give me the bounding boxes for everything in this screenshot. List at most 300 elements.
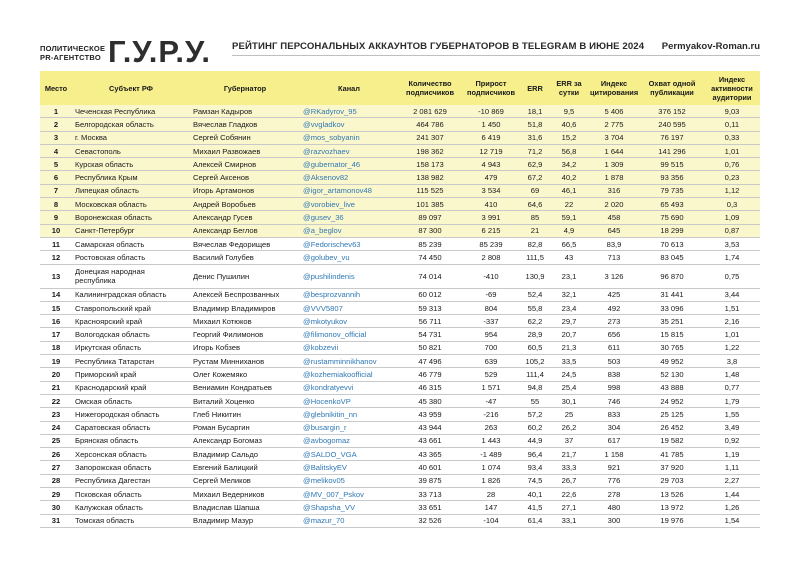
cell-reach: 33 096 bbox=[640, 301, 704, 314]
table-row bbox=[40, 501, 760, 514]
table-row bbox=[40, 514, 760, 527]
cell-err-day: 26,2 bbox=[550, 421, 588, 434]
table-row bbox=[40, 131, 760, 144]
cell-subs: 464 786 bbox=[398, 118, 462, 131]
table-row bbox=[40, 341, 760, 354]
cell-citation: 617 bbox=[588, 434, 640, 447]
cell-err-day: 40,2 bbox=[550, 171, 588, 184]
cell-citation: 492 bbox=[588, 301, 640, 314]
cell-subs: 101 385 bbox=[398, 198, 462, 211]
cell-citation: 838 bbox=[588, 368, 640, 381]
cell-channel[interactable]: @glebnikitin_nn bbox=[300, 408, 398, 421]
table-row bbox=[40, 368, 760, 381]
cell-channel[interactable]: @Fedorischev63 bbox=[300, 237, 398, 250]
cell-region: Донецкая народная республика bbox=[72, 264, 190, 288]
cell-channel[interactable]: @a_beglov bbox=[300, 224, 398, 237]
col-err: ERR bbox=[520, 71, 550, 105]
rating-table bbox=[40, 71, 760, 528]
cell-place: 11 bbox=[40, 237, 72, 250]
cell-activity: 0,87 bbox=[704, 224, 760, 237]
cell-citation: 713 bbox=[588, 251, 640, 264]
cell-growth: 6 215 bbox=[462, 224, 520, 237]
cell-activity: 1,48 bbox=[704, 368, 760, 381]
cell-citation: 645 bbox=[588, 224, 640, 237]
cell-err-day: 30,1 bbox=[550, 394, 588, 407]
cell-growth: 1 571 bbox=[462, 381, 520, 394]
cell-activity: 0,33 bbox=[704, 131, 760, 144]
cell-err-day: 23,1 bbox=[550, 264, 588, 288]
col-citation: Индекс цитирования bbox=[588, 71, 640, 105]
cell-reach: 26 452 bbox=[640, 421, 704, 434]
cell-citation: 1 158 bbox=[588, 448, 640, 461]
cell-governor: Сергей Меликов bbox=[190, 474, 300, 487]
cell-growth: 6 419 bbox=[462, 131, 520, 144]
cell-place: 12 bbox=[40, 251, 72, 264]
cell-err: 94,8 bbox=[520, 381, 550, 394]
cell-growth: 85 239 bbox=[462, 237, 520, 250]
cell-activity: 1,01 bbox=[704, 328, 760, 341]
cell-place: 15 bbox=[40, 301, 72, 314]
cell-region: Липецкая область bbox=[72, 184, 190, 197]
cell-channel[interactable]: @mkotyukov bbox=[300, 315, 398, 328]
cell-place: 3 bbox=[40, 131, 72, 144]
cell-err-day: 33,3 bbox=[550, 461, 588, 474]
cell-governor: Глеб Никитин bbox=[190, 408, 300, 421]
cell-subs: 74 450 bbox=[398, 251, 462, 264]
cell-subs: 60 012 bbox=[398, 288, 462, 301]
cell-growth: -216 bbox=[462, 408, 520, 421]
cell-place: 28 bbox=[40, 474, 72, 487]
cell-citation: 833 bbox=[588, 408, 640, 421]
cell-citation: 273 bbox=[588, 315, 640, 328]
cell-channel[interactable]: @avbogomaz bbox=[300, 434, 398, 447]
cell-channel[interactable]: @rustamminnikhanov bbox=[300, 355, 398, 368]
cell-region: Краснодарский край bbox=[72, 381, 190, 394]
cell-growth: 639 bbox=[462, 355, 520, 368]
cell-governor: Алексей Смирнов bbox=[190, 158, 300, 171]
cell-err: 67,2 bbox=[520, 171, 550, 184]
cell-place: 19 bbox=[40, 355, 72, 368]
cell-region: Красноярский край bbox=[72, 315, 190, 328]
cell-growth: -47 bbox=[462, 394, 520, 407]
cell-place: 17 bbox=[40, 328, 72, 341]
cell-place: 29 bbox=[40, 488, 72, 501]
cell-err-day: 66,5 bbox=[550, 237, 588, 250]
cell-err-day: 21,7 bbox=[550, 448, 588, 461]
cell-reach: 30 765 bbox=[640, 341, 704, 354]
cell-place: 13 bbox=[40, 264, 72, 288]
cell-err-day: 15,2 bbox=[550, 131, 588, 144]
cell-region: Ростовская область bbox=[72, 251, 190, 264]
cell-citation: 3 704 bbox=[588, 131, 640, 144]
cell-err: 74,5 bbox=[520, 474, 550, 487]
cell-err: 85 bbox=[520, 211, 550, 224]
cell-growth: 410 bbox=[462, 198, 520, 211]
cell-activity: 0,23 bbox=[704, 171, 760, 184]
cell-activity: 1,09 bbox=[704, 211, 760, 224]
cell-governor: Сергей Аксенов bbox=[190, 171, 300, 184]
cell-growth: -1 489 bbox=[462, 448, 520, 461]
cell-growth: 700 bbox=[462, 341, 520, 354]
cell-citation: 304 bbox=[588, 421, 640, 434]
cell-err-day: 21,3 bbox=[550, 341, 588, 354]
cell-reach: 41 785 bbox=[640, 448, 704, 461]
cell-subs: 32 526 bbox=[398, 514, 462, 527]
cell-subs: 47 496 bbox=[398, 355, 462, 368]
cell-subs: 138 982 bbox=[398, 171, 462, 184]
cell-citation: 2 020 bbox=[588, 198, 640, 211]
cell-region: Чеченская Республика bbox=[72, 105, 190, 118]
cell-channel[interactable]: @kozhemiakoofficial bbox=[300, 368, 398, 381]
cell-subs: 39 875 bbox=[398, 474, 462, 487]
header-divider bbox=[232, 55, 760, 56]
cell-subs: 54 731 bbox=[398, 328, 462, 341]
cell-growth: 3 534 bbox=[462, 184, 520, 197]
cell-subs: 43 959 bbox=[398, 408, 462, 421]
cell-region: Калужская область bbox=[72, 501, 190, 514]
guru-logo: Г.У.Р.У. bbox=[108, 34, 211, 69]
cell-region: Вологодская область bbox=[72, 328, 190, 341]
table-row bbox=[40, 288, 760, 301]
cell-governor: Алексей Беспрозванных bbox=[190, 288, 300, 301]
cell-err: 51,8 bbox=[520, 118, 550, 131]
cell-reach: 141 296 bbox=[640, 144, 704, 157]
cell-citation: 611 bbox=[588, 341, 640, 354]
cell-channel[interactable]: @RKadyrov_95 bbox=[300, 105, 398, 118]
cell-growth: -69 bbox=[462, 288, 520, 301]
cell-err: 40,1 bbox=[520, 488, 550, 501]
cell-region: Воронежская область bbox=[72, 211, 190, 224]
cell-region: Курская область bbox=[72, 158, 190, 171]
cell-channel[interactable]: @gusev_36 bbox=[300, 211, 398, 224]
cell-err: 21 bbox=[520, 224, 550, 237]
cell-err-day: 25,4 bbox=[550, 381, 588, 394]
cell-reach: 15 815 bbox=[640, 328, 704, 341]
cell-activity: 1,74 bbox=[704, 251, 760, 264]
agency-label bbox=[40, 44, 105, 62]
cell-reach: 13 972 bbox=[640, 501, 704, 514]
col-growth: Прирост подписчиков bbox=[462, 71, 520, 105]
cell-place: 23 bbox=[40, 408, 72, 421]
cell-channel[interactable]: @filimonov_official bbox=[300, 328, 398, 341]
cell-citation: 998 bbox=[588, 381, 640, 394]
table-row bbox=[40, 211, 760, 224]
cell-activity: 1,22 bbox=[704, 341, 760, 354]
cell-governor: Игорь Артамонов bbox=[190, 184, 300, 197]
cell-citation: 746 bbox=[588, 394, 640, 407]
cell-channel[interactable]: @melikov05 bbox=[300, 474, 398, 487]
cell-activity: 1,11 bbox=[704, 461, 760, 474]
table-row bbox=[40, 251, 760, 264]
cell-governor: Денис Пушилин bbox=[190, 264, 300, 288]
cell-place: 4 bbox=[40, 144, 72, 157]
cell-channel[interactable]: @HocenkoVP bbox=[300, 394, 398, 407]
cell-err: 96,4 bbox=[520, 448, 550, 461]
col-region: Субъект РФ bbox=[72, 71, 190, 105]
cell-err: 18,1 bbox=[520, 105, 550, 118]
cell-channel[interactable]: @SALDO_VGA bbox=[300, 448, 398, 461]
cell-channel[interactable]: @mazur_70 bbox=[300, 514, 398, 527]
cell-reach: 75 690 bbox=[640, 211, 704, 224]
cell-place: 26 bbox=[40, 448, 72, 461]
cell-subs: 158 173 bbox=[398, 158, 462, 171]
cell-region: Республика Дагестан bbox=[72, 474, 190, 487]
table-body bbox=[40, 105, 760, 527]
cell-reach: 76 197 bbox=[640, 131, 704, 144]
cell-place: 9 bbox=[40, 211, 72, 224]
cell-governor: Андрей Воробьев bbox=[190, 198, 300, 211]
cell-err: 71,2 bbox=[520, 144, 550, 157]
cell-err: 57,2 bbox=[520, 408, 550, 421]
cell-subs: 85 239 bbox=[398, 237, 462, 250]
cell-growth: 479 bbox=[462, 171, 520, 184]
cell-subs: 46 315 bbox=[398, 381, 462, 394]
cell-governor: Рустам Минниханов bbox=[190, 355, 300, 368]
cell-reach: 43 888 bbox=[640, 381, 704, 394]
cell-governor: Олег Кожемяко bbox=[190, 368, 300, 381]
col-governor: Губернатор bbox=[190, 71, 300, 105]
cell-citation: 5 406 bbox=[588, 105, 640, 118]
cell-err-day: 20,7 bbox=[550, 328, 588, 341]
cell-governor: Владимир Сальдо bbox=[190, 448, 300, 461]
cell-channel[interactable]: @razvozhaev bbox=[300, 144, 398, 157]
cell-activity: 0,3 bbox=[704, 198, 760, 211]
cell-place: 10 bbox=[40, 224, 72, 237]
cell-channel[interactable]: @Shapsha_VV bbox=[300, 501, 398, 514]
cell-subs: 74 014 bbox=[398, 264, 462, 288]
table-row bbox=[40, 224, 760, 237]
cell-reach: 70 613 bbox=[640, 237, 704, 250]
cell-err-day: 34,2 bbox=[550, 158, 588, 171]
table-row bbox=[40, 328, 760, 341]
cell-place: 6 bbox=[40, 171, 72, 184]
cell-region: Иркутская область bbox=[72, 341, 190, 354]
cell-err: 105,2 bbox=[520, 355, 550, 368]
cell-activity: 3,49 bbox=[704, 421, 760, 434]
cell-subs: 43 661 bbox=[398, 434, 462, 447]
cell-subs: 59 313 bbox=[398, 301, 462, 314]
cell-citation: 503 bbox=[588, 355, 640, 368]
table-row bbox=[40, 448, 760, 461]
cell-region: Ставропольский край bbox=[72, 301, 190, 314]
cell-reach: 96 870 bbox=[640, 264, 704, 288]
table-row bbox=[40, 264, 760, 288]
cell-citation: 3 126 bbox=[588, 264, 640, 288]
cell-channel[interactable]: @mos_sobyanin bbox=[300, 131, 398, 144]
table-header-row bbox=[40, 71, 760, 105]
cell-channel[interactable]: @Aksenov82 bbox=[300, 171, 398, 184]
table-row bbox=[40, 474, 760, 487]
cell-growth: 529 bbox=[462, 368, 520, 381]
cell-citation: 2 775 bbox=[588, 118, 640, 131]
cell-growth: 28 bbox=[462, 488, 520, 501]
cell-channel[interactable]: @BalitskyEV bbox=[300, 461, 398, 474]
cell-citation: 458 bbox=[588, 211, 640, 224]
cell-growth: 147 bbox=[462, 501, 520, 514]
cell-citation: 1 309 bbox=[588, 158, 640, 171]
cell-growth: 1 074 bbox=[462, 461, 520, 474]
cell-err: 41,5 bbox=[520, 501, 550, 514]
cell-activity: 1,54 bbox=[704, 514, 760, 527]
cell-reach: 18 299 bbox=[640, 224, 704, 237]
cell-subs: 115 525 bbox=[398, 184, 462, 197]
rating-table-wrap bbox=[40, 71, 760, 528]
cell-reach: 240 595 bbox=[640, 118, 704, 131]
cell-citation: 278 bbox=[588, 488, 640, 501]
cell-activity: 0,92 bbox=[704, 434, 760, 447]
cell-err-day: 32,1 bbox=[550, 288, 588, 301]
cell-channel[interactable]: @MV_007_Pskov bbox=[300, 488, 398, 501]
cell-channel[interactable]: @golubev_vu bbox=[300, 251, 398, 264]
cell-err: 130,9 bbox=[520, 264, 550, 288]
cell-governor: Владимир Владимиров bbox=[190, 301, 300, 314]
table-row bbox=[40, 237, 760, 250]
cell-subs: 43 365 bbox=[398, 448, 462, 461]
cell-growth: 2 808 bbox=[462, 251, 520, 264]
cell-governor: Василий Голубев bbox=[190, 251, 300, 264]
cell-err: 31,6 bbox=[520, 131, 550, 144]
site-link[interactable]: Permyakov-Roman.ru bbox=[661, 41, 760, 52]
cell-subs: 46 779 bbox=[398, 368, 462, 381]
cell-reach: 24 952 bbox=[640, 394, 704, 407]
cell-region: Самарская область bbox=[72, 237, 190, 250]
cell-governor: Рамзан Кадыров bbox=[190, 105, 300, 118]
cell-region: Республика Крым bbox=[72, 171, 190, 184]
cell-governor: Михаил Развожаев bbox=[190, 144, 300, 157]
cell-region: Санкт-Петербург bbox=[72, 224, 190, 237]
cell-reach: 13 526 bbox=[640, 488, 704, 501]
cell-place: 25 bbox=[40, 434, 72, 447]
cell-citation: 1 644 bbox=[588, 144, 640, 157]
cell-reach: 79 735 bbox=[640, 184, 704, 197]
cell-err-day: 33,5 bbox=[550, 355, 588, 368]
cell-channel[interactable]: @gubernator_46 bbox=[300, 158, 398, 171]
cell-reach: 35 251 bbox=[640, 315, 704, 328]
table-row bbox=[40, 408, 760, 421]
cell-channel[interactable]: @vorobiev_live bbox=[300, 198, 398, 211]
cell-err: 44,9 bbox=[520, 434, 550, 447]
cell-governor: Владимир Мазур bbox=[190, 514, 300, 527]
cell-channel[interactable]: @busargin_r bbox=[300, 421, 398, 434]
cell-err-day: 22,6 bbox=[550, 488, 588, 501]
cell-activity: 9,03 bbox=[704, 105, 760, 118]
table-row bbox=[40, 144, 760, 157]
agency-line-2: PR-АГЕНТСТВО bbox=[40, 53, 101, 62]
cell-region: Запорожская область bbox=[72, 461, 190, 474]
cell-region: Приморский край bbox=[72, 368, 190, 381]
cell-err-day: 40,6 bbox=[550, 118, 588, 131]
cell-governor: Роман Бусаргин bbox=[190, 421, 300, 434]
cell-citation: 921 bbox=[588, 461, 640, 474]
cell-reach: 37 920 bbox=[640, 461, 704, 474]
cell-err-day: 56,8 bbox=[550, 144, 588, 157]
cell-channel[interactable]: @igor_artamonov48 bbox=[300, 184, 398, 197]
cell-err-day: 22 bbox=[550, 198, 588, 211]
cell-channel[interactable]: @vvgladkov bbox=[300, 118, 398, 131]
cell-channel[interactable]: @kobzevii bbox=[300, 341, 398, 354]
table-row bbox=[40, 381, 760, 394]
cell-err: 55,8 bbox=[520, 301, 550, 314]
cell-activity: 1,12 bbox=[704, 184, 760, 197]
table-row bbox=[40, 394, 760, 407]
table-row bbox=[40, 488, 760, 501]
cell-reach: 31 441 bbox=[640, 288, 704, 301]
cell-err: 62,2 bbox=[520, 315, 550, 328]
cell-reach: 99 515 bbox=[640, 158, 704, 171]
cell-region: Нижегородская область bbox=[72, 408, 190, 421]
cell-governor: Владислав Шапша bbox=[190, 501, 300, 514]
cell-governor: Евгений Балицкий bbox=[190, 461, 300, 474]
cell-governor: Сергей Собянин bbox=[190, 131, 300, 144]
cell-err-day: 29,7 bbox=[550, 315, 588, 328]
cell-channel[interactable]: @VVV5807 bbox=[300, 301, 398, 314]
cell-region: Калининградская область bbox=[72, 288, 190, 301]
cell-err: 82,8 bbox=[520, 237, 550, 250]
cell-err-day: 25 bbox=[550, 408, 588, 421]
cell-region: Томская область bbox=[72, 514, 190, 527]
cell-activity: 1,44 bbox=[704, 488, 760, 501]
cell-reach: 376 152 bbox=[640, 105, 704, 118]
cell-growth: 12 719 bbox=[462, 144, 520, 157]
cell-citation: 300 bbox=[588, 514, 640, 527]
cell-place: 27 bbox=[40, 461, 72, 474]
col-place: Место bbox=[40, 71, 72, 105]
cell-place: 16 bbox=[40, 315, 72, 328]
cell-err-day: 59,1 bbox=[550, 211, 588, 224]
cell-activity: 1,26 bbox=[704, 501, 760, 514]
cell-activity: 2,16 bbox=[704, 315, 760, 328]
table-row bbox=[40, 158, 760, 171]
cell-err-day: 27,1 bbox=[550, 501, 588, 514]
cell-subs: 2 081 629 bbox=[398, 105, 462, 118]
cell-growth: -337 bbox=[462, 315, 520, 328]
cell-activity: 0,11 bbox=[704, 118, 760, 131]
table-row bbox=[40, 105, 760, 118]
table-row bbox=[40, 421, 760, 434]
cell-growth: 263 bbox=[462, 421, 520, 434]
cell-subs: 89 097 bbox=[398, 211, 462, 224]
cell-channel[interactable]: @besprozvannih bbox=[300, 288, 398, 301]
cell-region: Московская область bbox=[72, 198, 190, 211]
cell-place: 20 bbox=[40, 368, 72, 381]
cell-governor: Вячеслав Федорищев bbox=[190, 237, 300, 250]
cell-channel[interactable]: @pushilindenis bbox=[300, 264, 398, 288]
cell-citation: 656 bbox=[588, 328, 640, 341]
cell-growth: -410 bbox=[462, 264, 520, 288]
cell-activity: 1,19 bbox=[704, 448, 760, 461]
cell-governor: Вениамин Кондратьев bbox=[190, 381, 300, 394]
cell-place: 24 bbox=[40, 421, 72, 434]
table-row bbox=[40, 315, 760, 328]
cell-subs: 241 307 bbox=[398, 131, 462, 144]
cell-err: 60,2 bbox=[520, 421, 550, 434]
cell-err: 60,5 bbox=[520, 341, 550, 354]
cell-governor: Александр Гусев bbox=[190, 211, 300, 224]
cell-channel[interactable]: @kondratyevvi bbox=[300, 381, 398, 394]
table-row bbox=[40, 198, 760, 211]
cell-growth: 1 443 bbox=[462, 434, 520, 447]
cell-err-day: 33,1 bbox=[550, 514, 588, 527]
cell-region: Республика Татарстан bbox=[72, 355, 190, 368]
cell-reach: 49 952 bbox=[640, 355, 704, 368]
cell-subs: 33 651 bbox=[398, 501, 462, 514]
cell-growth: 804 bbox=[462, 301, 520, 314]
cell-err: 64,6 bbox=[520, 198, 550, 211]
cell-place: 7 bbox=[40, 184, 72, 197]
cell-citation: 480 bbox=[588, 501, 640, 514]
cell-governor: Виталий Хоценко bbox=[190, 394, 300, 407]
cell-activity: 0,75 bbox=[704, 264, 760, 288]
